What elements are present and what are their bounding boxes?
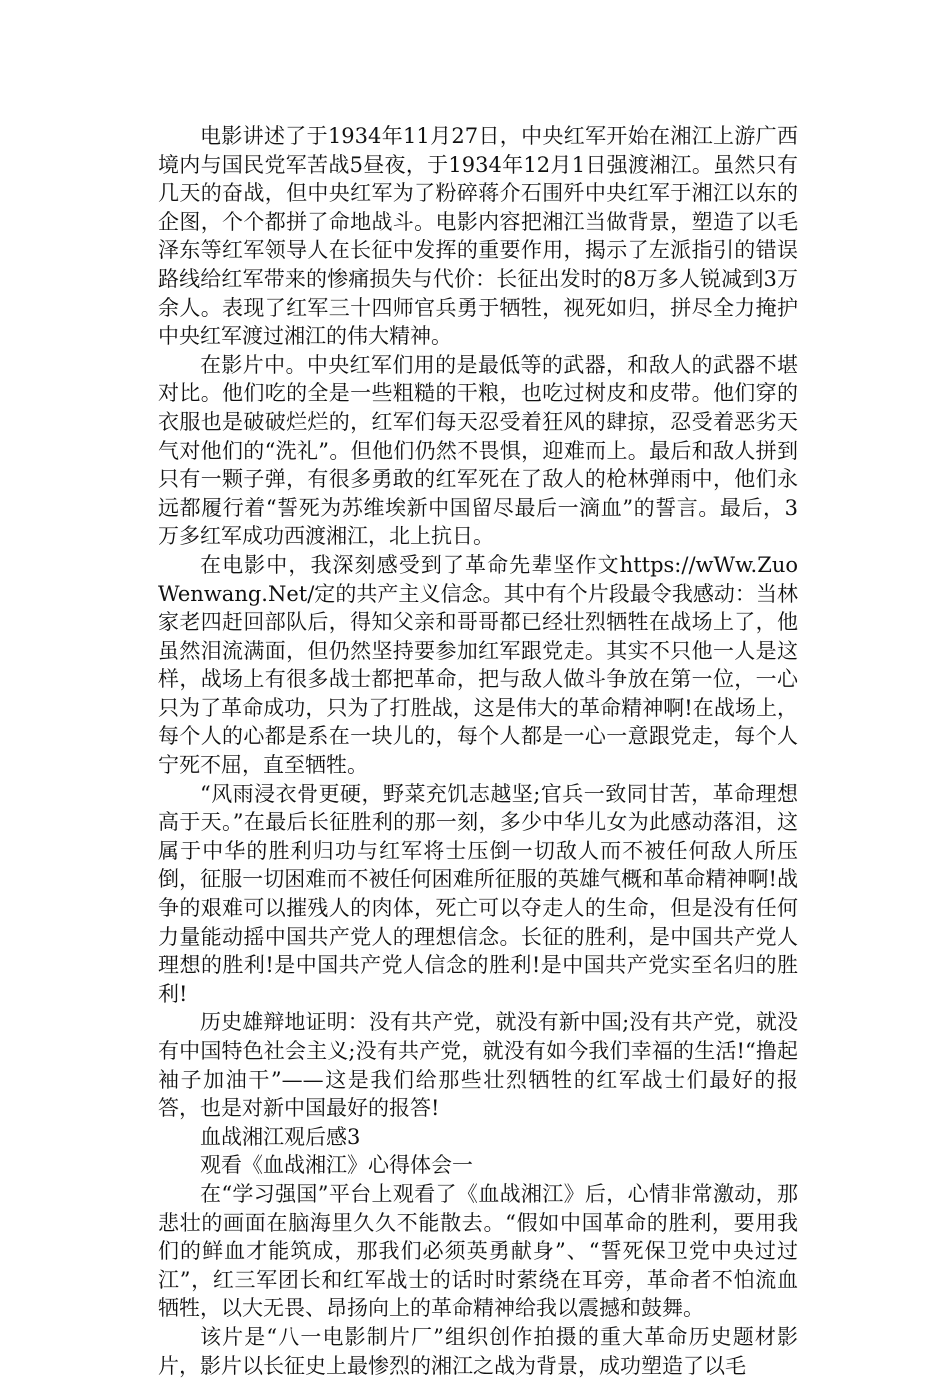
paragraph-bayi-studio: 该片是“八一电影制片厂”组织创作拍摄的重大革命历史题材影片，影片以长征史上最惨烈的湘江之战为背景，成功塑造了以毛 — [158, 1324, 798, 1378]
paragraph-revolutionary-belief: 在电影中，我深刻感受到了革命先辈坚作文https://wWw.ZuoWenwang.Net/定的共产主义信念。其中有个片段最令我感动：当林家老四赶回部队后，得知父亲和哥哥都已经壮烈牺牲在战场上了，他虽然泪流满面，但仍然坚持要参加红军跟党走。其实不只他一人是这样，战场上有很多战士都把革命，把与敌人做斗争放在第一位，一心只为了革命成功，只为了打胜战，这是伟大的革命精神啊!在战场上，每个人的心都是系在一块儿的，每个人都是一心一意跟党走，每个人宁死不屈，直至牺牲。 — [158, 552, 798, 778]
section-heading: 血战湘江观后感3 — [200, 1124, 361, 1149]
paragraph-long-march-victory: “风雨浸衣骨更硬，野菜充饥志越坚;官兵一致同甘苦，革命理想高于天。”在最后长征胜利的那一刻，多少中华儿女为此感动落泪，这属于中华的胜利归功与红军将士压倒一切敌人而不被任何敌人所压倒，征服一切困难而不被任何困难所征服的英雄气概和革命精神啊!战争的艰难可以摧残人的肉体，死亡可以夺走人的生命，但是没有任何力量能动摇中国共产党人的理想信念。长征的胜利，是中国共产党人理想的胜利!是中国共产党人信念的胜利!是中国共产党实至名归的胜利! — [158, 781, 798, 1006]
paragraph-film-synopsis: 电影讲述了于1934年11月27日，中央红军开始在湘江上游广西境内与国民党军苦战5昼夜，于1934年12月1日强渡湘江。虽然只有几天的奋战，但中央红军为了粉碎蒋介石围歼中央红军于湘江以东的企图，个个都拼了命地战斗。电影内容把湘江当做背景，塑造了以毛泽东等红军领导人在长征中发挥的重要作用，揭示了左派指引的错误路线给红军带来的惨痛损失与代价：长征出发时的8万多人锐减到3万余人。表现了红军三十四师官兵勇于牺牲，视死如归，拼尽全力掩护中央红军渡过湘江的伟大精神。 — [158, 124, 798, 349]
paragraph-xuexi-qiangguo: 在“学习强国”平台上观看了《血战湘江》后，心情非常激动，那悲壮的画面在脑海里久久不能散去。“假如中国革命的胜利，要用我们的鲜血才能筑成，那我们必须英勇献身”、“誓死保卫党中央过过江”，红三军团长和红军战士的话时时萦绕在耳旁，革命者不怕流血牺牲，以大无畏、昂扬向上的革命精神给我以震撼和鼓舞。 — [158, 1181, 798, 1321]
paragraph-hardships: 在影片中。中央红军们用的是最低等的武器，和敌人的武器不堪对比。他们吃的全是一些粗糙的干粮，也吃过树皮和皮带。他们穿的衣服也是破破烂烂的，红军们每天忍受着狂风的肆掠，忍受着恶劣天气对他们的“洗礼”。但他们仍然不畏惧，迎难而上。最后和敌人拼到只有一颗子弹，有很多勇敢的红军死在了敌人的枪林弹雨中，他们永远都履行着“誓死为苏维埃新中国留尽最后一滴血”的誓言。最后，3万多红军成功西渡湘江，北上抗日。 — [158, 352, 798, 549]
paragraph-history-proves: 历史雄辩地证明：没有共产党，就没有新中国;没有共产党，就没有中国特色社会主义;没有共产党，就没有如今我们幸福的生活!“撸起袖子加油干”——这是我们给那些壮烈牺牲的红军战士们最好的报答，也是对新中国最好的报答! — [158, 1010, 798, 1121]
document-body — [158, 122, 798, 1380]
section-subheading: 观看《血战湘江》心得体会一 — [200, 1153, 473, 1178]
